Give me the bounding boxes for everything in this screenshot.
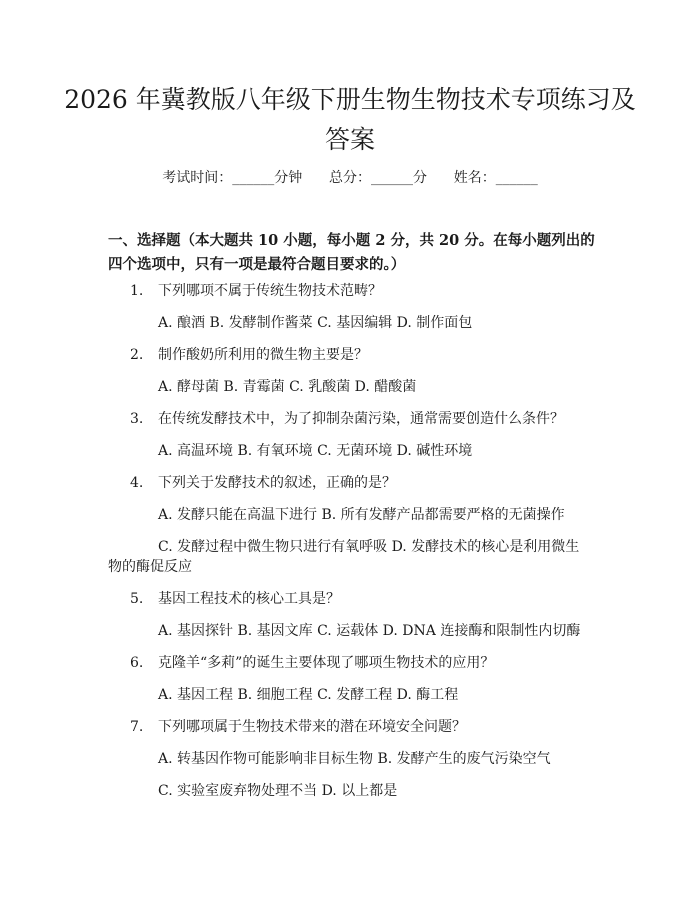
question-number: 6. — [130, 655, 144, 671]
question-stem: 下列关于发酵技术的叙述，正确的是？ — [158, 475, 396, 491]
question-stem: 克隆羊“多莉”的诞生主要体现了哪项生物技术的应用？ — [158, 655, 495, 671]
question-number: 3. — [130, 411, 144, 427]
question-3 — [0, 409, 700, 429]
page-title: 2026 年冀教版八年级下册生物生物技术专项练习及答案 — [64, 85, 636, 154]
section-heading-choice: 一、选择题（本大题共 10 小题，每小题 2 分，共 20 分。在每小题列出的四个选项中，只有一项是最符合题目要求的。） — [108, 232, 595, 273]
question-options: A. 酿酒 B. 发酵制作酱菜 C. 基因编辑 D. 制作面包 — [158, 315, 473, 331]
question-list — [0, 281, 700, 813]
question-5 — [0, 589, 700, 609]
question-number: 5. — [130, 591, 144, 607]
question-options: A. 基因工程 B. 细胞工程 C. 发酵工程 D. 酶工程 — [158, 687, 459, 703]
question-2 — [0, 345, 700, 365]
question-stem: 下列哪项属于生物技术带来的潜在环境安全问题？ — [158, 719, 466, 735]
question-options: C. 发酵过程中微生物只进行有氧呼吸 D. 发酵技术的核心是利用微生物的酶促反应 — [108, 539, 580, 575]
question-stem: 在传统发酵技术中，为了抑制杂菌污染，通常需要创造什么条件？ — [158, 411, 564, 427]
question-number: 2. — [130, 347, 144, 363]
question-options: A. 发酵只能在高温下进行 B. 所有发酵产品都需要严格的无菌操作 — [158, 507, 565, 523]
question-1 — [0, 281, 700, 301]
question-stem: 下列哪项不属于传统生物技术范畴？ — [158, 283, 382, 299]
question-options: A. 高温环境 B. 有氧环境 C. 无菌环境 D. 碱性环境 — [158, 443, 473, 459]
question-number: 4. — [130, 475, 144, 491]
question-6 — [0, 653, 700, 673]
question-options: A. 转基因作物可能影响非目标生物 B. 发酵产生的废气污染空气 — [158, 751, 551, 767]
question-number: 1. — [130, 283, 144, 299]
question-stem: 基因工程技术的核心工具是？ — [158, 591, 340, 607]
question-options: A. 酵母菌 B. 青霉菌 C. 乳酸菌 D. 醋酸菌 — [158, 379, 417, 395]
question-number: 7. — [130, 719, 144, 735]
question-stem: 制作酸奶所利用的微生物主要是？ — [158, 347, 368, 363]
exam-info-line: 考试时间：______分钟 总分：______分 姓名：______ — [162, 170, 538, 186]
question-options: C. 实验室废弃物处理不当 D. 以上都是 — [158, 783, 398, 799]
question-4 — [0, 473, 700, 493]
question-7 — [0, 717, 700, 737]
question-options: A. 基因探针 B. 基因文库 C. 运载体 D. DNA 连接酶和限制性内切酶 — [158, 623, 581, 639]
